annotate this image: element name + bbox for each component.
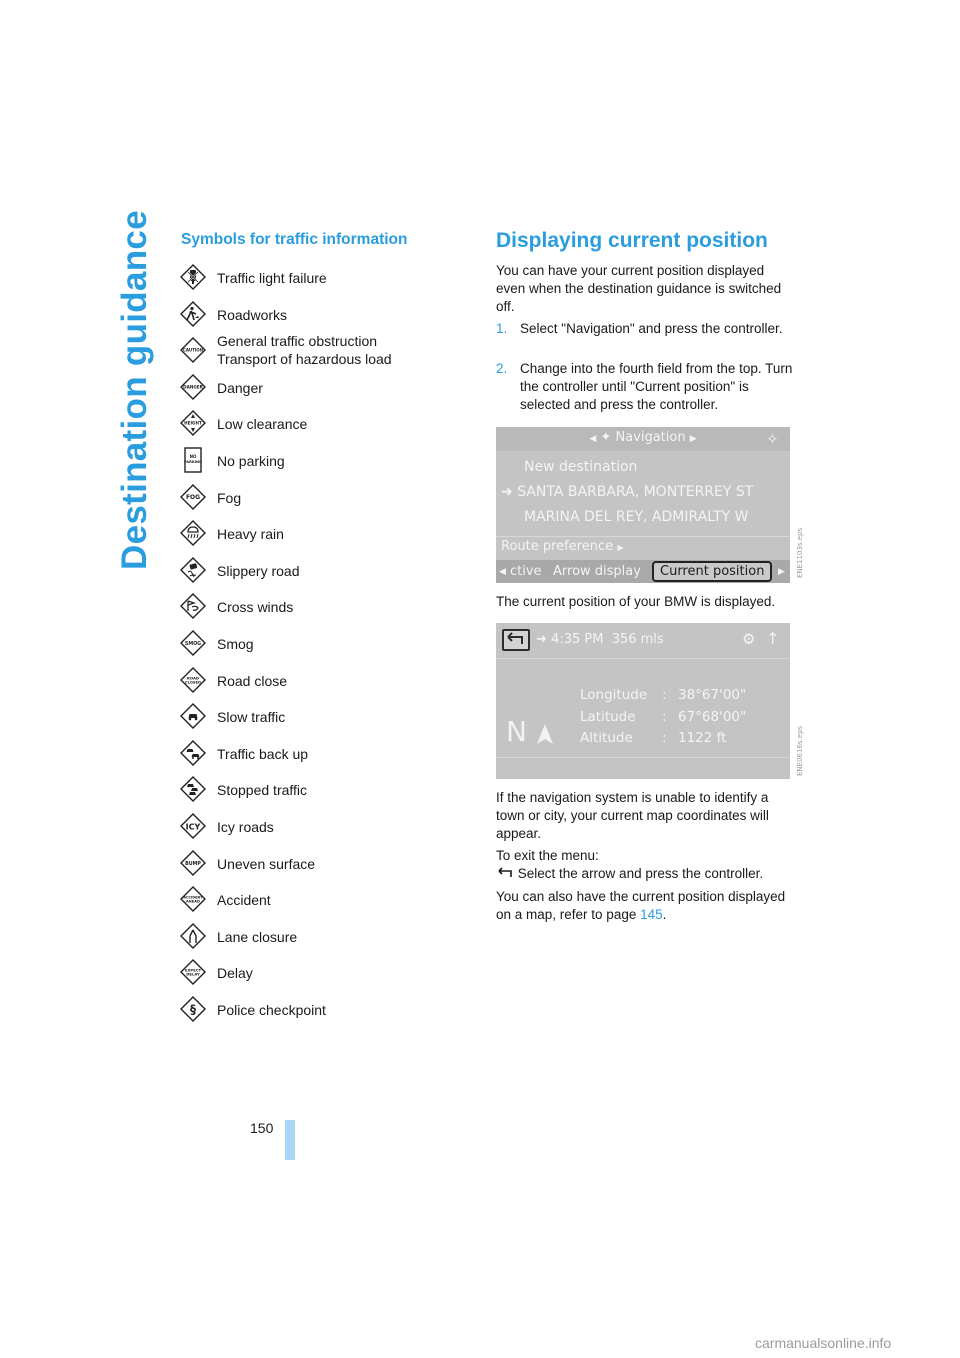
svg-text:PARKING: PARKING (184, 459, 202, 464)
back-arrow-icon (496, 867, 514, 879)
back-arrow-icon (502, 629, 530, 651)
list-item (180, 703, 450, 740)
icon-text: FOG (185, 493, 201, 501)
list-item (180, 447, 450, 484)
no-parking-icon (180, 447, 206, 473)
destination-item (501, 484, 753, 500)
symbol-label: Lane closure (217, 928, 298, 945)
longitude-label: Longitude (580, 687, 648, 703)
time-text: 4:35 PM (551, 632, 604, 647)
icon-text: BUMP (185, 861, 201, 867)
heavy-rain-icon (180, 520, 206, 546)
symbol-label: Stopped traffic (217, 782, 308, 799)
bump-icon (180, 850, 206, 876)
longitude-row (580, 687, 746, 703)
period: . (662, 907, 667, 922)
symbol-label: Delay (217, 965, 253, 982)
step-text: Select "Navigation" and press the controller. (520, 321, 783, 336)
page-link[interactable]: 145 (640, 907, 663, 922)
icy-roads-icon (180, 813, 206, 839)
chevron-right-icon: ▶ (617, 543, 624, 552)
list-item (180, 996, 450, 1033)
chapter-title-text: Destination guidance (115, 210, 154, 570)
destination-text: SANTA BARBARA, MONTERREY ST (517, 484, 754, 500)
north-arrow-icon: ↑ (766, 629, 780, 648)
list-item (180, 484, 450, 521)
list-item (180, 410, 450, 447)
intro-paragraph: You can have your current position displayed even when the destination guidance is switched off. (496, 263, 782, 314)
distance-text: 356 mls (611, 632, 664, 647)
symbol-label: Slow traffic (217, 709, 286, 726)
height-icon (180, 410, 206, 436)
satellite-icon: ✦ (600, 430, 612, 445)
page-number: 150 (250, 1120, 274, 1136)
divider (496, 536, 790, 537)
list-item (180, 333, 450, 374)
symbol-label-line2: Transport of hazardous load (217, 351, 392, 368)
icon-text: SMOG (184, 641, 202, 647)
chevron-left-icon: ◀ (589, 434, 597, 444)
section-heading: Displaying current position (496, 229, 768, 252)
step-number: 1. (496, 321, 508, 336)
stopped-traffic-icon (180, 776, 206, 802)
list-item (180, 520, 450, 557)
fog-icon (180, 484, 206, 510)
symbol-label: Road close (217, 672, 288, 689)
current-position-screenshot (496, 623, 790, 779)
symbol-label: Traffic light failure (217, 270, 327, 286)
route-preference-text: Route preference (501, 539, 614, 554)
compass-icon: ✧ (766, 430, 779, 448)
route-arrow-icon: ➜ (536, 632, 547, 647)
altitude-label: Altitude (580, 730, 633, 746)
icon-text: CAUTION (182, 347, 204, 353)
symbol-label: No parking (217, 452, 285, 469)
danger-icon (180, 374, 206, 400)
list-item (180, 630, 450, 667)
symbol-label: Police checkpoint (217, 1001, 326, 1018)
longitude-value: 38°67'00" (678, 687, 747, 703)
accident-icon (180, 886, 206, 912)
symbol-label: Traffic back up (217, 745, 309, 762)
exit-instruction (496, 865, 796, 883)
traffic-light-failure-icon (180, 264, 206, 290)
list-item (180, 557, 450, 594)
paragraph: If the navigation system is unable to identify a town or city, your current map coordinates will appear. (496, 790, 769, 841)
altitude-row (580, 730, 726, 746)
altitude-value: 1122 ft (678, 730, 727, 746)
time-distance (536, 632, 664, 647)
list-item (180, 886, 450, 923)
svg-text:ROAD: ROAD (186, 675, 200, 681)
latitude-value: 67°68'00" (678, 709, 747, 725)
new-destination-item: New destination (524, 459, 638, 475)
colon: : (662, 687, 667, 703)
route-arrow-icon: ➜ (501, 484, 513, 500)
colon: : (662, 730, 667, 746)
list-item (180, 740, 450, 777)
exit-label: To exit the menu: (496, 848, 599, 863)
tab-current-position: Current position (660, 564, 765, 579)
paragraph: The current position of your BMW is displayed. (496, 594, 776, 609)
symbol-label: Cross winds (217, 599, 294, 616)
step-number: 2. (496, 361, 508, 376)
slow-traffic-icon (180, 703, 206, 729)
map-reference-text: You can also have the current position displayed on a map, refer to page (496, 889, 786, 922)
colon: : (662, 709, 667, 725)
symbols-heading: Symbols for traffic information (181, 231, 408, 248)
icon-text: § (190, 1002, 196, 1017)
lane-closure-icon (180, 923, 206, 949)
police-checkpoint-icon (180, 996, 206, 1022)
svg-text:NO: NO (189, 453, 197, 459)
image-code: ENE0616s.eps (796, 725, 804, 776)
cross-winds-icon (180, 593, 206, 619)
symbol-label: Accident (217, 892, 271, 909)
icon-text: ICY (185, 822, 201, 832)
map-reference (496, 888, 796, 924)
divider (496, 658, 790, 659)
navigation-menu-screenshot (496, 427, 790, 583)
chapter-side-title (110, 210, 160, 570)
symbol-label (217, 332, 392, 368)
list-item (180, 374, 450, 411)
symbol-label: Smog (217, 635, 254, 652)
screen-title-text: Navigation (615, 430, 686, 445)
symbol-label: Low clearance (217, 416, 308, 433)
icon-text: DANGER (183, 384, 203, 390)
chevron-right-icon: ▶ (689, 434, 697, 444)
delay-icon (180, 959, 206, 985)
heading-arrow-icon (536, 723, 554, 745)
list-item (180, 923, 450, 960)
list-item (180, 776, 450, 813)
screen-title (496, 430, 790, 445)
list-item (180, 667, 450, 704)
route-preference-item (501, 539, 624, 554)
chevron-left-icon: ◀ (499, 567, 506, 577)
north-indicator: N (506, 715, 527, 748)
traffic-back-up-icon (180, 740, 206, 766)
list-item (180, 264, 450, 301)
svg-text:ACCIDENT: ACCIDENT (183, 895, 203, 900)
icon-text: HEIGHT (184, 420, 202, 426)
caution-icon (180, 337, 206, 363)
svg-text:DELAY: DELAY (186, 971, 200, 977)
tab-arrow-display: Arrow display (553, 564, 641, 579)
svg-text:EXPECT: EXPECT (184, 967, 202, 973)
page-marker-bar (285, 1120, 295, 1160)
symbol-label: Uneven surface (217, 855, 316, 872)
list-item (180, 593, 450, 630)
list-item (180, 850, 450, 887)
destination-item: MARINA DEL REY, ADMIRALTY W (524, 509, 749, 525)
symbol-label: Fog (217, 489, 242, 506)
smog-icon (180, 630, 206, 656)
step-text: Change into the fourth field from the top. Turn the controller until "Current position" is selected and press the controller. (520, 361, 793, 412)
list-item (180, 959, 450, 996)
slippery-road-icon (180, 557, 206, 583)
image-code: ENE1103s.eps (796, 527, 804, 578)
svg-text:CLOSED: CLOSED (185, 680, 201, 685)
symbol-list (180, 264, 450, 1032)
watermark: carmanualsonline.info (755, 1335, 892, 1351)
symbol-label: Roadworks (217, 306, 288, 323)
symbol-label: Danger (217, 379, 263, 396)
exit-instruction-text: Select the arrow and press the controller. (517, 866, 764, 881)
symbol-label-line1: General traffic obstruction (217, 333, 378, 350)
tab-active: ctive (510, 564, 542, 579)
list-item (180, 813, 450, 850)
svg-text:AHEAD: AHEAD (185, 899, 201, 904)
latitude-row (580, 709, 746, 725)
symbol-label: Icy roads (217, 818, 274, 835)
chevron-right-icon: ▶ (778, 567, 785, 577)
divider (496, 757, 790, 758)
settings-icon: ⚙ (742, 630, 756, 648)
symbol-label: Heavy rain (217, 526, 284, 543)
symbol-label: Slippery road (217, 562, 300, 579)
latitude-label: Latitude (580, 709, 636, 725)
roadworks-icon (180, 301, 206, 327)
road-closed-icon (180, 667, 206, 693)
